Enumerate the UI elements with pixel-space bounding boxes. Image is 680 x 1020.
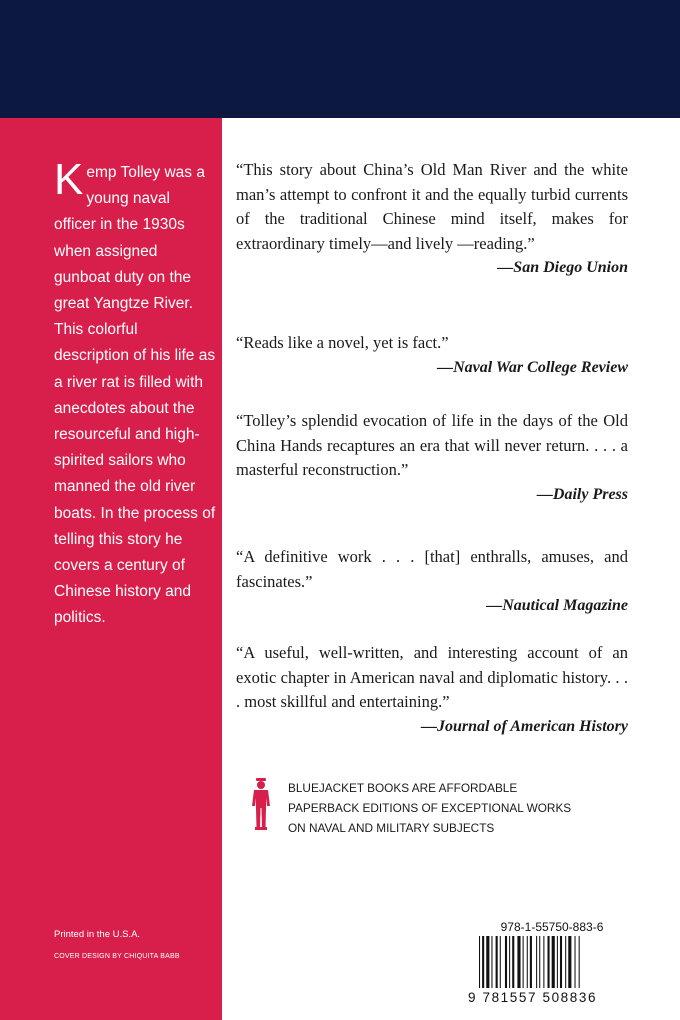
barcode-bar — [496, 936, 498, 988]
barcode-bar — [512, 936, 514, 988]
barcode-bar — [479, 936, 480, 988]
quote-text: “A definitive work . . . [that] enthralls, amuses, and fascinates.” — [236, 547, 628, 591]
barcode-bar — [543, 936, 544, 988]
quote-source: —Naval War College Review — [437, 358, 628, 376]
barcode-bar — [530, 936, 532, 988]
barcode-bar — [548, 936, 550, 988]
barcode-bar — [539, 936, 540, 988]
barcode-bar — [557, 936, 558, 988]
barcode-bar — [517, 936, 520, 988]
barcode — [478, 936, 628, 988]
blurb-text: emp Tolley was a young naval officer in the 1930s when assigned gunboat duty on the great Yangtze River. This colorful description of his life as a river rat is filled with anecdotes about the resourceful and high-spirited sailors who manned the old river boats. In the process of telling this story he covers a century of Chinese history and politics. — [54, 164, 216, 627]
barcode-bar — [579, 936, 580, 988]
barcode-bar — [482, 936, 484, 988]
navy-top-band — [0, 0, 680, 118]
barcode-bar — [552, 936, 555, 988]
quote-text: “This story about China’s Old Man River and the white man’s attempt to confront it and the equally turbid currents of the traditional Chinese mind itself, makes for extraordinary timely—and lively —reading.” — [236, 160, 628, 253]
cover-design-credit: COVER DESIGN BY CHIQUITA BABB — [54, 953, 180, 960]
barcode-bar — [491, 936, 492, 988]
barcode-bar — [509, 936, 510, 988]
barcode-bar — [568, 936, 571, 988]
review-quote — [236, 545, 628, 619]
barcode-bar — [565, 936, 566, 988]
quote-source: —San Diego Union — [497, 259, 628, 276]
quote-source: —Nautical Magazine — [486, 597, 628, 614]
bluejacket-books-note — [288, 778, 608, 838]
sailor-icon — [250, 778, 272, 830]
barcode-bar — [560, 936, 562, 988]
quote-text: “A useful, well-written, and interesting account of an exotic chapter in American naval and diplomatic history. . . . most skillful and entertaining.” — [236, 643, 628, 711]
bluejacket-line: PAPERBACK EDITIONS OF EXCEPTIONAL WORKS — [288, 801, 572, 815]
bluejacket-line: BLUEJACKET BOOKS ARE AFFORDABLE — [288, 781, 518, 795]
review-quote — [236, 158, 628, 281]
isbn-label: 978-1-55750-883-6 — [500, 920, 604, 934]
quote-text: “Tolley’s splendid evocation of life in the days of the Old China Hands recaptures an era that will never return. . . . a masterful reconstruction.” — [236, 411, 628, 479]
quote-text: “Reads like a novel, yet is fact.” — [236, 333, 449, 352]
barcode-digits: 9 781557 508836 — [468, 990, 598, 1005]
barcode-bar — [536, 936, 537, 988]
quote-source: —Journal of American History — [421, 717, 628, 735]
author-blurb — [54, 155, 216, 632]
review-quote — [236, 641, 628, 739]
review-quote — [236, 409, 628, 507]
barcode-bar — [486, 936, 489, 988]
barcode-bar — [527, 936, 528, 988]
review-quote — [236, 331, 628, 380]
barcode-bar — [523, 936, 524, 988]
barcode-bar — [575, 936, 576, 988]
bluejacket-line: ON NAVAL AND MILITARY SUBJECTS — [288, 821, 495, 835]
barcode-bar — [505, 936, 507, 988]
drop-cap: K — [54, 155, 84, 204]
barcode-bar — [500, 936, 501, 988]
quote-source: —Daily Press — [536, 485, 628, 503]
printed-in-note: Printed in the U.S.A. — [54, 929, 141, 940]
